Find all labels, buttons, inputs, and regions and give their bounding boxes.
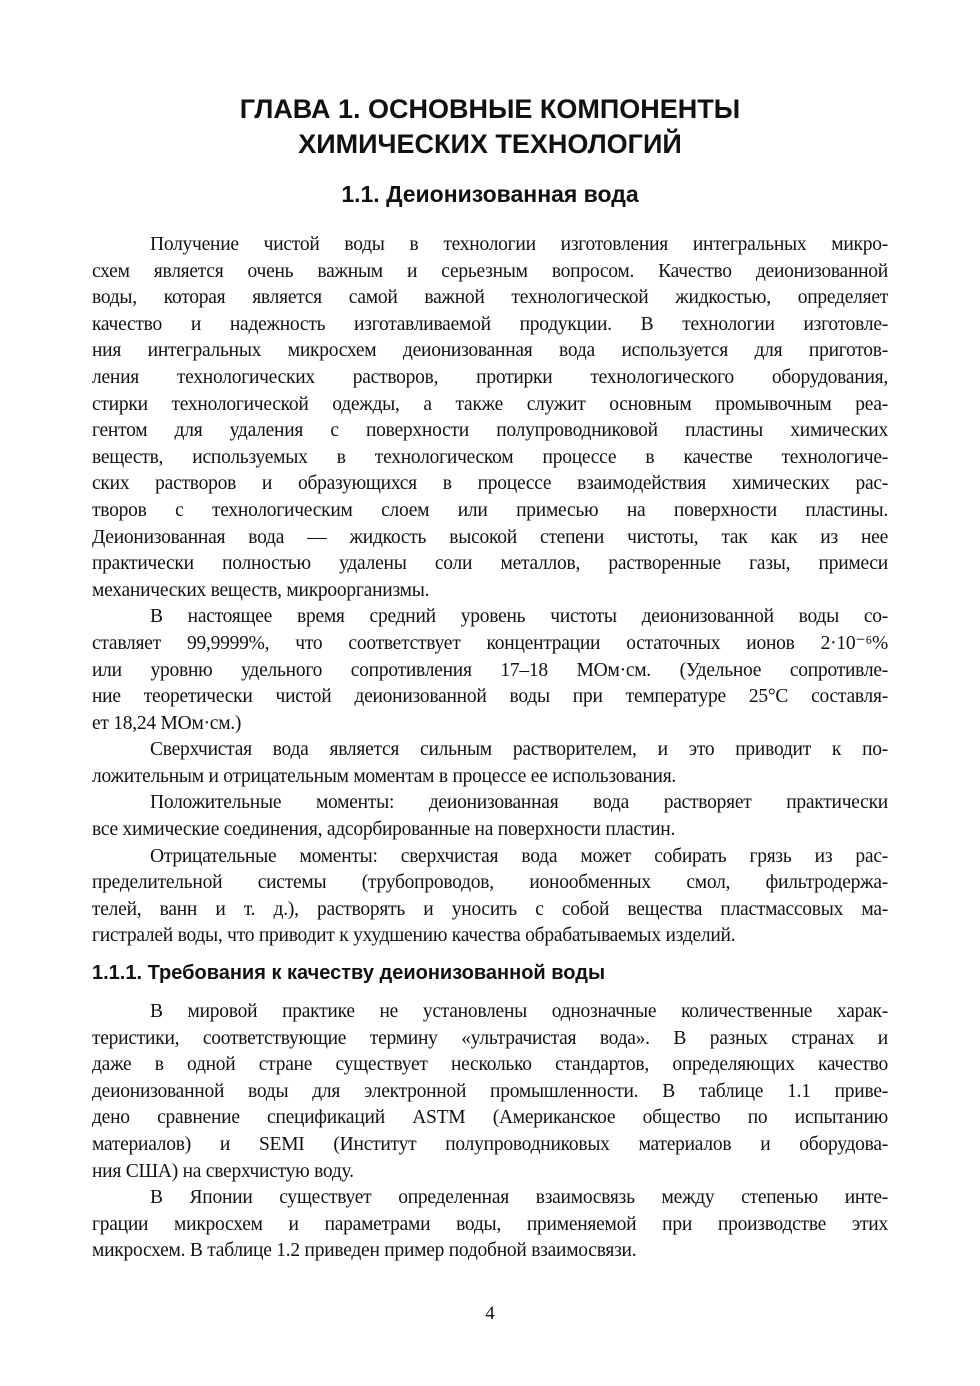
text-line: теристики, соответствующие термину «ультрачистая вода». В разных странах и	[92, 1027, 888, 1049]
text-line: стирки технологической одежды, а также служит основным промывочным реа-	[92, 393, 888, 415]
paragraph	[92, 844, 888, 950]
chapter-title	[0, 92, 980, 162]
page-number: 4	[485, 1303, 495, 1324]
text-line: воды, которая является самой важной технологической жидкостью, определяет	[92, 287, 888, 309]
text-line: деионизованной воды для электронной промышленности. В таблице 1.1 приве-	[92, 1080, 888, 1102]
text-line: Отрицательные моменты: сверхчистая вода может собирать грязь из рас-	[150, 845, 888, 867]
text-line: ских растворов и образующихся в процессе взаимодействия химических рас-	[92, 473, 888, 495]
text-line: даже в одной стране существует несколько стандартов, определяющих качество	[92, 1054, 888, 1076]
text-line: пределительной системы (трубопроводов, ионообменных смол, фильтродержа-	[92, 872, 888, 894]
text-line: ления технологических растворов, протирки технологического оборудования,	[92, 366, 888, 388]
text-line: ния интегральных микросхем деионизованная вода используется для приготов-	[92, 340, 888, 362]
text-line: веществ, используемых в технологическом процессе в качестве технологиче-	[92, 446, 888, 468]
text-line: Деионизованная вода — жидкость высокой степени чистоты, так как из нее	[92, 526, 888, 548]
text-line: телей, ванн и т. д.), растворять и уносить с собой вещества пластмассовых ма-	[92, 898, 888, 920]
text-line: все химические соединения, адсорбированные на поверхности пластин.	[92, 819, 676, 841]
text-line: микросхем. В таблице 1.2 приведен пример подобной взаимосвязи.	[92, 1240, 637, 1262]
text-line: ет 18,24 МОм·см.)	[92, 712, 242, 734]
subsection-title: 1.1.1. Требования к качеству деионизованной воды	[92, 962, 606, 984]
text-line: или уровню удельного сопротивления 17–18 МОм·см. (Удельное сопротивле-	[92, 659, 888, 681]
body-text-block-1	[92, 232, 888, 950]
text-line: Положительные моменты: деионизованная вода растворяет практически	[150, 792, 888, 814]
text-line: Сверхчистая вода является сильным растворителем, и это приводит к по-	[150, 739, 888, 761]
paragraph	[92, 999, 888, 1185]
paragraph	[92, 737, 888, 790]
text-line: ние теоретически чистой деионизованной воды при температуре 25°С составля-	[92, 686, 888, 708]
paragraph	[92, 604, 888, 737]
text-line: дено сравнение спецификаций ASTM (Американское общество по испытанию	[92, 1107, 888, 1129]
text-line: материалов) и SEMI (Институт полупроводниковых материалов и оборудова-	[92, 1133, 888, 1155]
text-line: ния США) на сверхчистую воду.	[92, 1160, 354, 1182]
text-line: качество и надежность изготавливаемой продукции. В технологии изготовле-	[92, 313, 888, 335]
text-line: творов с технологическим слоем или примесью на поверхности пластины.	[92, 499, 888, 521]
text-line: гентом для удаления с поверхности полупроводниковой пластины химических	[92, 420, 888, 442]
section-title: 1.1. Деионизованная вода	[341, 181, 639, 207]
body-text-block-2	[92, 999, 888, 1265]
chapter-title-line: ХИМИЧЕСКИХ ТЕХНОЛОГИЙ	[298, 129, 682, 159]
text-line: ставляет 99,9999%, что соответствует концентрации остаточных ионов 2·10⁻⁶%	[92, 632, 888, 654]
text-line: схем является очень важным и серьезным вопросом. Качество деионизованной	[92, 260, 888, 282]
text-line: грации микросхем и параметрами воды, применяемой при производстве этих	[92, 1213, 888, 1235]
paragraph	[92, 232, 888, 604]
paragraph	[92, 790, 888, 843]
paragraph	[92, 1185, 888, 1265]
text-line: практически полностью удалены соли металлов, растворенные газы, примеси	[92, 553, 888, 575]
text-line: В Японии существует определенная взаимосвязь между степенью инте-	[150, 1187, 888, 1209]
text-line: механических веществ, микроорганизмы.	[92, 579, 430, 601]
text-line: В настоящее время средний уровень чистоты деионизованной воды со-	[150, 606, 888, 628]
text-line: Получение чистой воды в технологии изготовления интегральных микро-	[150, 234, 888, 255]
chapter-title-line: ГЛАВА 1. ОСНОВНЫЕ КОМПОНЕНТЫ	[239, 94, 741, 124]
text-line: ложительным и отрицательным моментам в процессе ее использования.	[92, 765, 677, 787]
text-line: гистралей воды, что приводит к ухудшению качества обрабатываемых изделий.	[92, 925, 736, 947]
text-line: В мировой практике не установлены однозначные количественные харак-	[150, 1001, 888, 1022]
